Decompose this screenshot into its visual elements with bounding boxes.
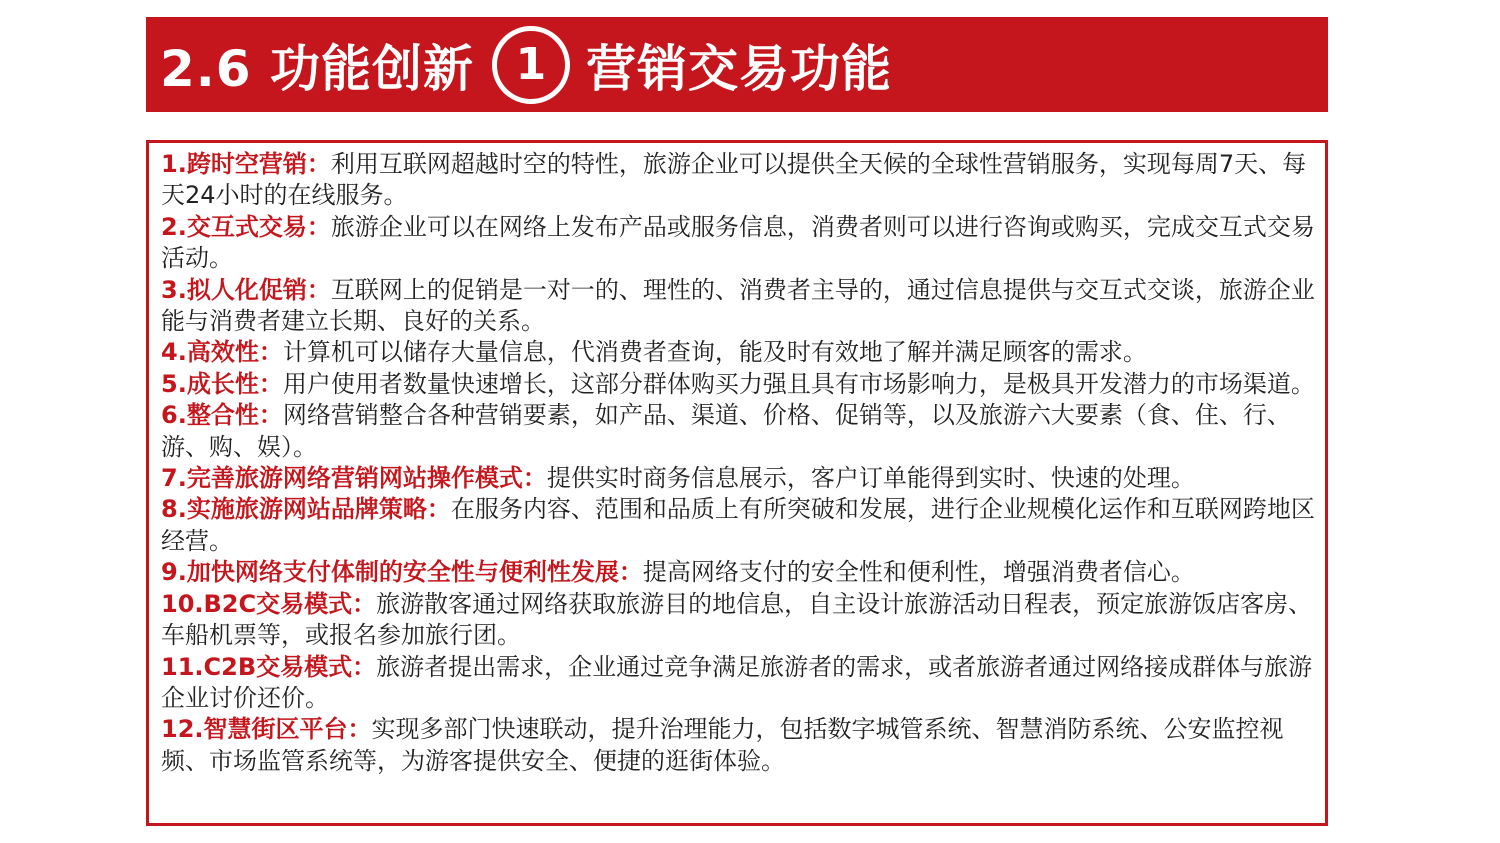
content-box bbox=[146, 140, 1328, 826]
item-heading: 7.完善旅游网络营销网站操作模式： bbox=[161, 464, 547, 493]
item-text: 提供实时商务信息展示，客户订单能得到实时、快速的处理。 bbox=[546, 464, 1195, 493]
title-banner bbox=[146, 17, 1328, 112]
item-text: 实现多部门快速联动，提升治理能力，包括数字城管系统、智慧消防系统、公安监控视频、市场监管系统等，为游客提供安全、便捷的逛街体验。 bbox=[161, 715, 1284, 775]
item-text: 利用互联网超越时空的特性，旅游企业可以提供全天候的全球性营销服务，实现每周7天、每天24小时的在线服务。 bbox=[161, 150, 1307, 210]
item-heading: 8.实施旅游网站品牌策略： bbox=[161, 495, 451, 524]
item-heading: 2.交互式交易： bbox=[161, 212, 331, 241]
list-item bbox=[161, 714, 1315, 777]
list-item bbox=[161, 589, 1315, 652]
item-heading: 11.C2B交易模式： bbox=[161, 652, 377, 681]
list-item bbox=[161, 337, 1315, 368]
item-text: 旅游散客通过网络获取旅游目的地信息，自主设计旅游活动日程表，预定旅游饭店客房、车船机票等，或报名参加旅行团。 bbox=[161, 589, 1313, 650]
list-item bbox=[161, 275, 1315, 338]
list-item bbox=[161, 400, 1315, 463]
list-item bbox=[161, 463, 1315, 494]
item-heading: 3.拟人化促销： bbox=[161, 275, 331, 304]
list-item bbox=[161, 557, 1315, 588]
item-heading: 5.成长性： bbox=[161, 369, 283, 398]
list-item bbox=[161, 494, 1315, 557]
list-item bbox=[161, 652, 1315, 715]
list-item bbox=[161, 212, 1315, 275]
list-item bbox=[161, 149, 1315, 212]
item-heading: 6.整合性： bbox=[161, 401, 283, 430]
list-item bbox=[161, 369, 1315, 400]
item-text: 互联网上的促销是一对一的、理性的、消费者主导的，通过信息提供与交互式交谈，旅游企业能与消费者建立长期、良好的关系。 bbox=[161, 275, 1315, 336]
item-text: 旅游企业可以在网络上发布产品或服务信息，消费者则可以进行咨询或购买，完成交互式交易活动。 bbox=[161, 212, 1315, 273]
item-text: 提高网络支付的安全性和便利性，增强消费者信心。 bbox=[642, 558, 1195, 587]
section-number-circle: 1 bbox=[492, 26, 570, 104]
item-heading: 10.B2C交易模式： bbox=[161, 589, 377, 618]
item-heading: 9.加快网络支付体制的安全性与便利性发展： bbox=[161, 558, 643, 587]
item-text: 计算机可以储存大量信息，代消费者查询，能及时有效地了解并满足顾客的需求。 bbox=[282, 338, 1147, 367]
item-text: 在服务内容、范围和品质上有所突破和发展，进行企业规模化运作和互联网跨地区经营。 bbox=[161, 495, 1315, 555]
item-heading: 1.跨时空营销： bbox=[161, 150, 331, 178]
title-main: 2.6 功能创新 bbox=[160, 39, 474, 98]
item-text: 旅游者提出需求，企业通过竞争满足旅游者的需求，或者旅游者通过网络接成群体与旅游企业讨价还价。 bbox=[161, 652, 1313, 712]
title-subtitle: 营销交易功能 bbox=[585, 39, 892, 98]
item-heading: 12.智慧街区平台： bbox=[161, 715, 372, 744]
item-heading: 4.高效性： bbox=[161, 338, 283, 367]
item-text: 网络营销整合各种营销要素，如产品、渠道、价格、促销等，以及旅游六大要素（食、住、行、游、购、娱）。 bbox=[161, 401, 1291, 461]
item-text: 用户使用者数量快速增长，这部分群体购买力强且具有市场影响力，是极具开发潜力的市场渠道。 bbox=[282, 369, 1315, 398]
